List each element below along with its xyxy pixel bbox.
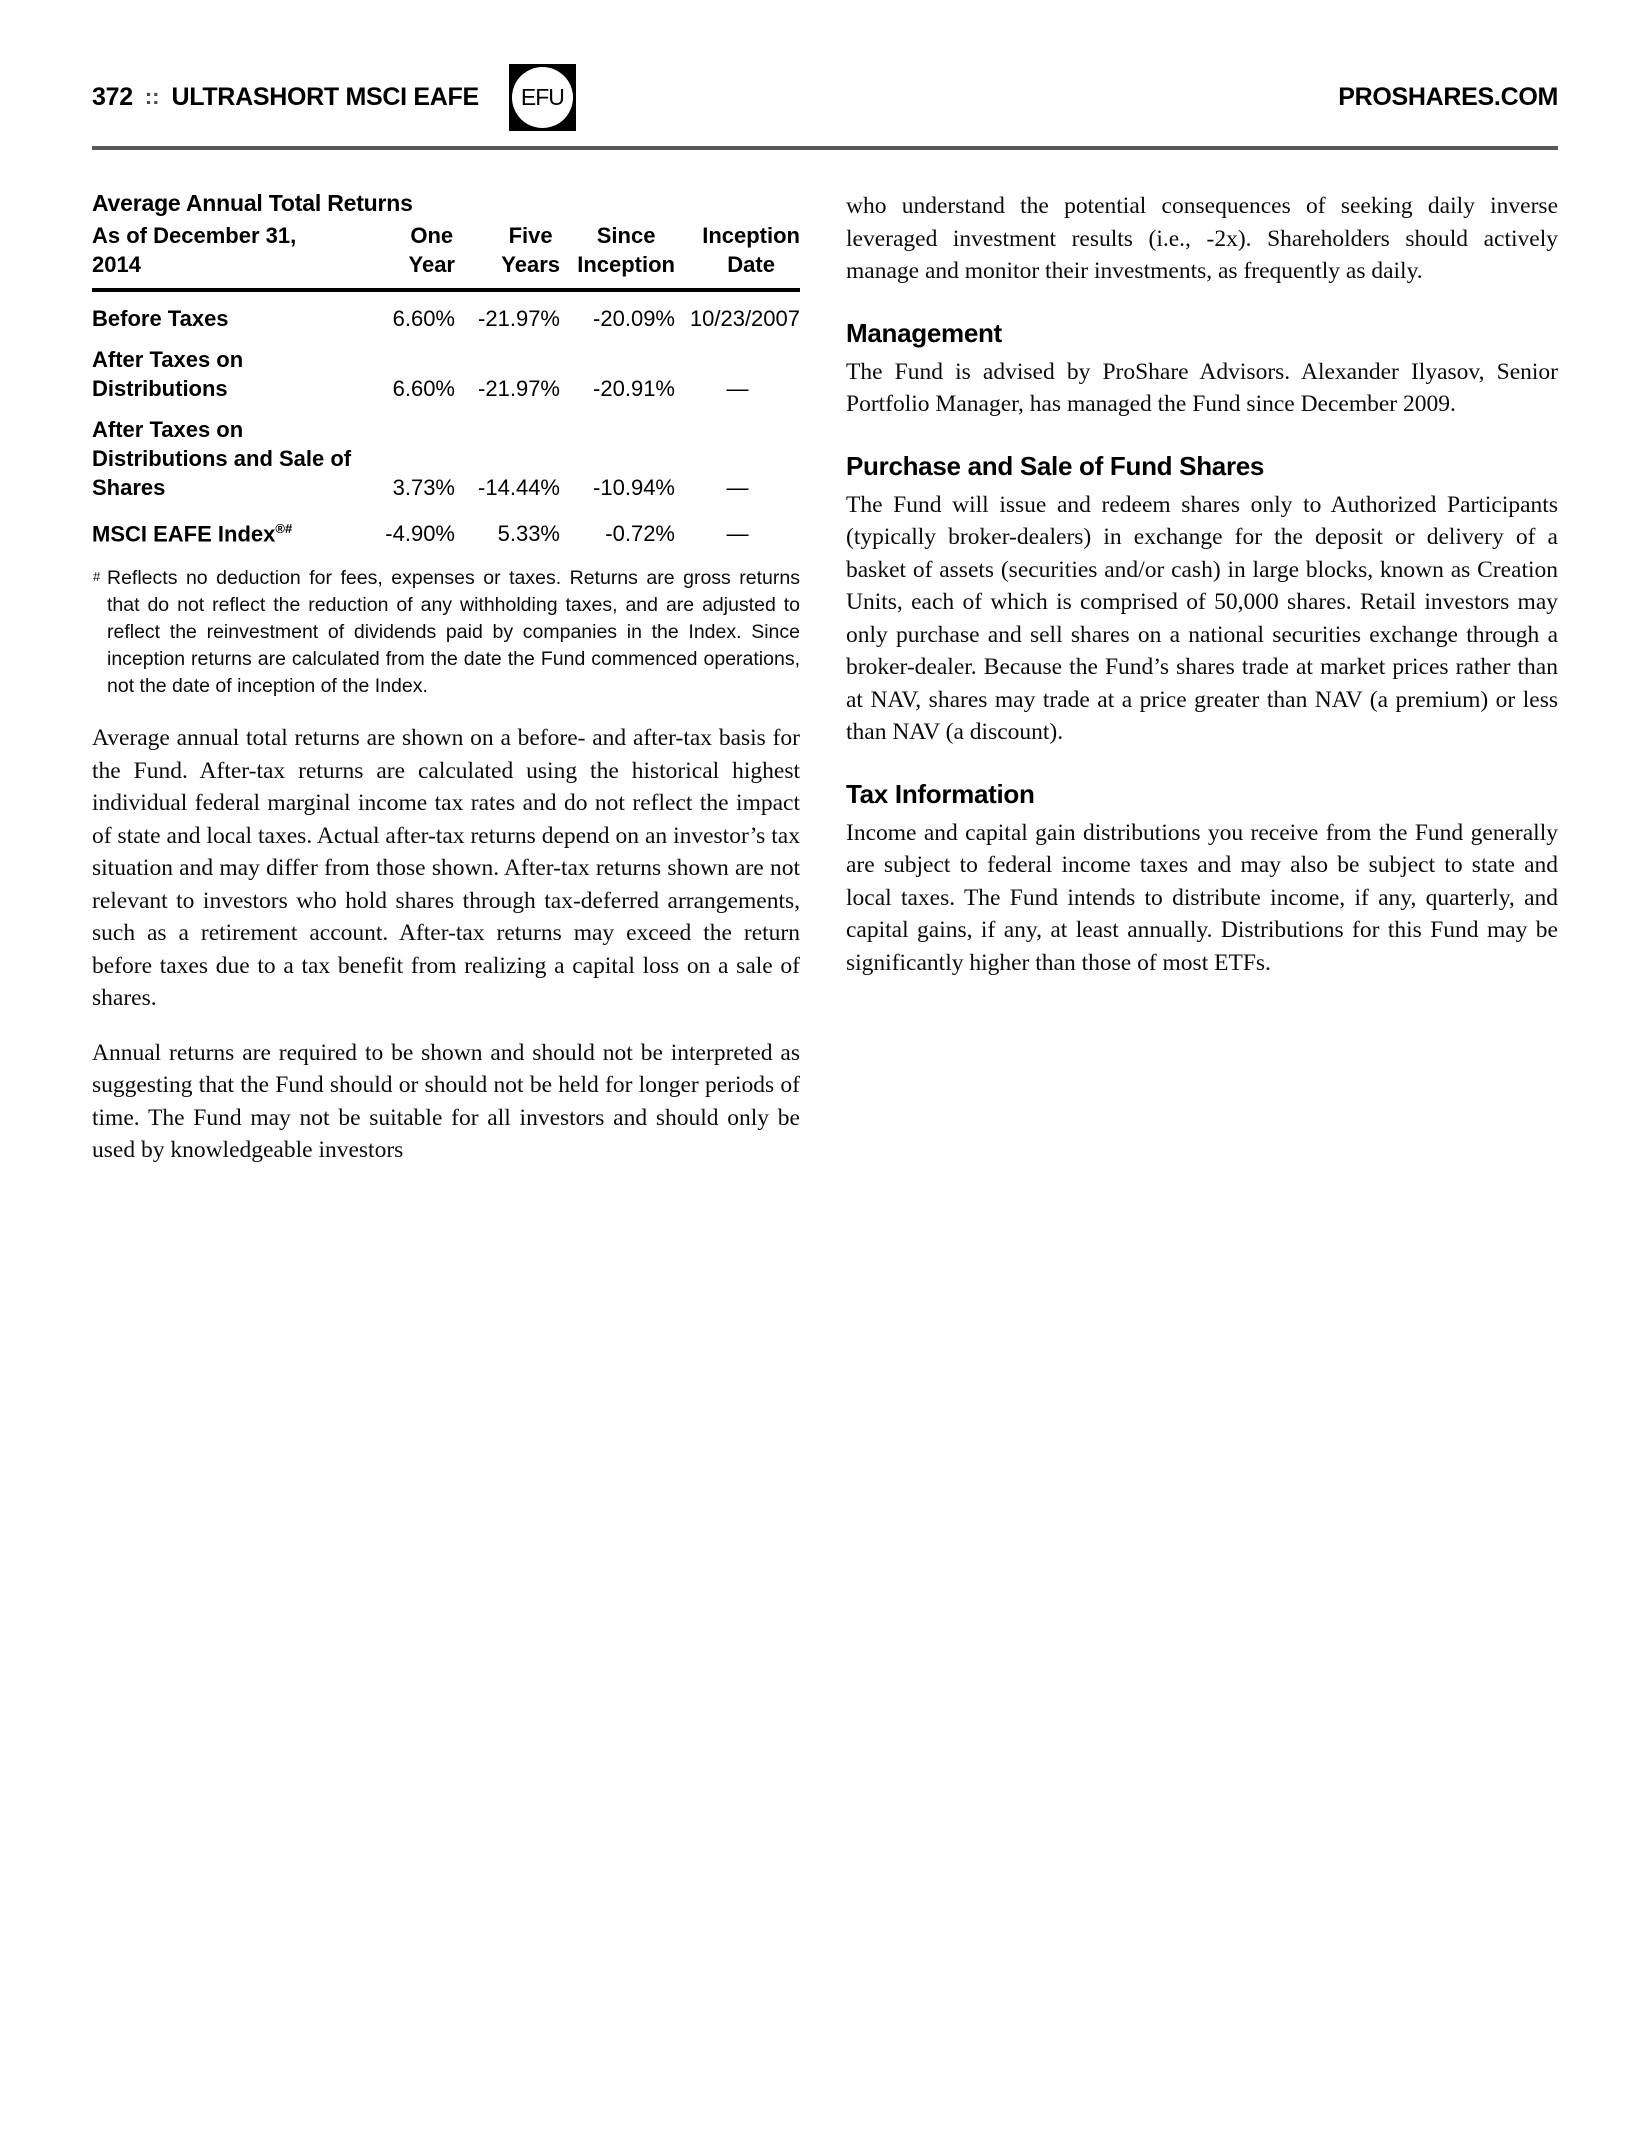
returns-table-title: Average Annual Total Returns — [92, 190, 413, 216]
header-inception-date: Inception Date — [675, 221, 800, 290]
section-heading-purchase-and-sale: Purchase and Sale of Fund Shares — [846, 450, 1265, 481]
cell-one-year: -4.90% — [385, 521, 455, 547]
cell-inception-date: — — [726, 521, 749, 547]
paragraph-tax-information: Income and capital gain distributions you receive from the Fund generally are subject to federal income taxes and may also be subject to state and local taxes. The Fund intends to distribute income, if any, quarterly, and capital gains, if any, at least annually. Distributions for this Fund may be significantly higher than those of most ETFs. — [846, 819, 1558, 976]
row-label: MSCI EAFE Index®# — [92, 521, 293, 547]
cell-since-inception: -20.09% — [593, 306, 675, 331]
cell-inception-date: — — [726, 376, 749, 401]
right-column — [846, 190, 1558, 979]
average-annual-total-returns-table — [92, 221, 800, 548]
header-five-years: Five Years — [455, 221, 560, 290]
index-registered-footnote-sup: ®# — [275, 521, 293, 536]
header-as-of — [92, 221, 360, 290]
cell-one-year: 3.73% — [392, 475, 455, 500]
table-footnote — [92, 565, 800, 700]
page-header — [92, 60, 1558, 134]
cell-since-inception: -10.94% — [593, 475, 675, 500]
cell-one-year: 6.60% — [392, 376, 455, 401]
header-rule-divider — [92, 146, 1558, 150]
row-label: After Taxes on Distributions and Sale of Shares — [92, 417, 352, 500]
table-row-before-taxes — [92, 290, 800, 333]
website-text: PROSHARES.COM — [1338, 82, 1558, 111]
ticker-label: EFU — [520, 83, 564, 110]
left-column — [92, 190, 800, 1167]
cell-since-inception: -20.91% — [593, 376, 675, 401]
section-heading-management: Management — [846, 317, 1002, 348]
paragraph-management: The Fund is advised by ProShare Advisors. Alexander Ilyasov, Senior Portfolio Manager, has managed the Fund since December 2009. — [846, 358, 1558, 417]
as-of-line2: 2014 — [92, 252, 141, 277]
paragraph-after-tax-explanation: Average annual total returns are shown on a before- and after-tax basis for the Fund. After-tax returns are calculated using the historical highest individual federal marginal income tax rates and do not reflect the impact of state and local taxes. Actual after-tax returns depend on an investor’s tax situation and may differ from those shown. After-tax returns shown are not relevant to investors who hold shares through tax-deferred arrangements, such as a retirement account. After-tax returns may exceed the return before taxes due to a tax benefit from realizing a capital loss on a sale of shares. — [92, 725, 800, 1012]
header-since-inception: Since Inception — [560, 221, 675, 290]
row-label: After Taxes on Distributions — [92, 347, 244, 401]
fund-name: ULTRASHORT MSCI EAFE — [171, 82, 479, 111]
cell-one-year: 6.60% — [392, 306, 455, 331]
paragraph-intro-continuation: who understand the potential consequences of seeking daily inverse leveraged investment results (i.e., -2x). Shareholders should actively manage and monitor their investments, as frequently as daily. — [846, 193, 1558, 284]
cell-five-years: -21.97% — [478, 376, 560, 401]
ticker-badge — [509, 64, 576, 131]
section-heading-tax-information: Tax Information — [846, 778, 1035, 809]
cell-since-inception: -0.72% — [605, 521, 675, 547]
row-label: Before Taxes — [92, 306, 229, 331]
ticker-badge-circle — [512, 67, 573, 128]
cell-inception-date: — — [726, 475, 749, 500]
footnote-marker: # — [93, 569, 101, 585]
table-header-row — [92, 221, 800, 290]
as-of-line1: As of December 31, — [92, 223, 297, 248]
cell-inception-date: 10/23/2007 — [689, 306, 800, 331]
cell-five-years: -14.44% — [478, 475, 560, 500]
paragraph-purchase-and-sale: The Fund will issue and redeem shares only to Authorized Participants (typically broker-dealers) in exchange for the deposit or delivery of a basket of assets (securities and/or cash) in large blocks, known as Creation Units, each of which is comprised of 50,000 shares. Retail investors may only purchase and sell shares on a national securities exchange through a broker-dealer. Because the Fund’s shares trade at market prices rather than at NAV, shares may trade at a price greater than NAV (a premium) or less than NAV (a discount). — [846, 491, 1558, 745]
table-row-after-taxes-distributions-and-sale — [92, 403, 800, 502]
header-left — [92, 64, 576, 131]
footnote-text: Reflects no deduction for fees, expenses or taxes. Returns are gross returns that do not reflect the reduction of any withholding taxes, and are adjusted to reflect the reinvestment of dividends paid by companies in the Index. Since inception returns are calculated from the date the Fund commenced operations, not the date of inception of the Index. — [107, 567, 800, 698]
header-separator: :: — [144, 84, 160, 109]
table-row-after-taxes-distributions — [92, 333, 800, 403]
paragraph-annual-returns-disclaimer: Annual returns are required to be shown and should not be interpreted as suggesting that the Fund should or should not be held for longer periods of time. The Fund may not be suitable for all investors and should only be used by knowledgeable investors — [92, 1039, 800, 1164]
cell-five-years: -21.97% — [478, 306, 560, 331]
cell-five-years: 5.33% — [497, 521, 560, 547]
header-one-year: One Year — [360, 221, 455, 290]
table-row-msci-eafe-index — [92, 502, 800, 548]
page-number: 372 — [92, 82, 133, 111]
